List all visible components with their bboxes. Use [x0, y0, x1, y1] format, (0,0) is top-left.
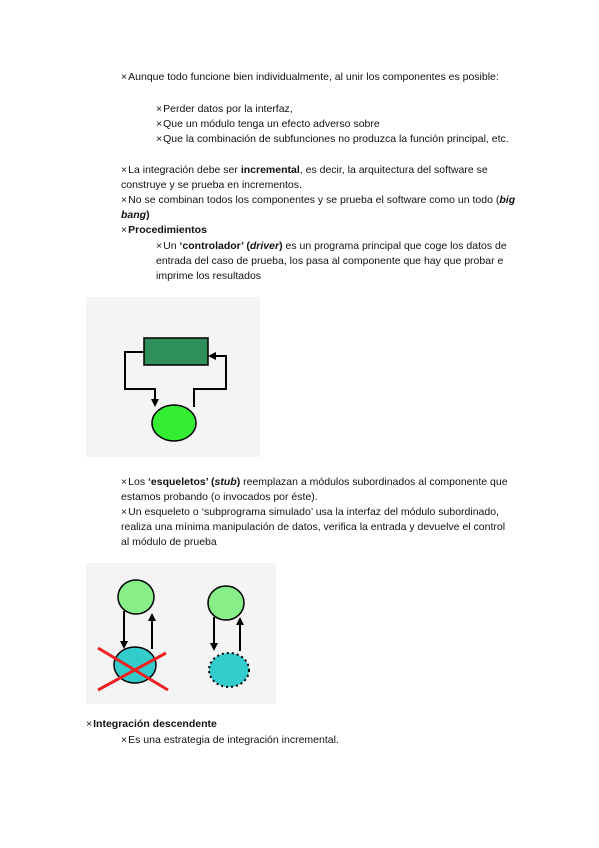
bullet-x: ×	[156, 133, 163, 145]
bullet-x: ×	[156, 240, 163, 252]
p5-text: Los	[128, 476, 148, 488]
p3-bolditalic: big bang	[121, 194, 516, 221]
p4-text-after: es un programa principal que coge los datos de entrada del caso de prueba, los pasa al componente que hay que probar e imprime los resultados	[156, 240, 507, 282]
p4-bold: ‘controlador’	[179, 240, 244, 252]
p2-text-after: , es decir, la arquitectura del software se construye y se prueba en incrementos.	[121, 164, 488, 191]
bullet-x: ×	[121, 734, 128, 746]
p5-paren: )	[236, 476, 241, 488]
bullet-x: ×	[121, 71, 128, 83]
bullet-x: ×	[86, 718, 93, 730]
p1-item-text: Perder datos por la interfaz,	[163, 103, 293, 115]
module-circle-left	[118, 580, 154, 614]
p1-text: Aunque todo funcione bien individualmente, al unir los componentes es posible:	[128, 71, 499, 83]
p4-item	[156, 239, 514, 284]
p1-item-2	[156, 117, 511, 132]
p6-text: Un esqueleto o ‘subprograma simulado’ usa la interfaz del módulo subordinado, realiza una mínima manipulación de datos, verifica la entrada y devuelve el control al módulo de prueba	[121, 506, 506, 548]
p2-bold: incremental	[240, 164, 300, 176]
bullet-x: ×	[156, 103, 163, 115]
p7-heading: Integración descendente	[93, 718, 217, 730]
bullet-x: ×	[156, 118, 163, 130]
p3-text: No se combinan todos los componentes y se prueba el software como un todo (	[128, 194, 500, 206]
paragraph-7	[86, 717, 506, 732]
module-circle-right	[208, 586, 244, 620]
p4-bolditalic: driver	[249, 240, 280, 252]
stub-diagram-svg	[86, 563, 276, 704]
p5-bold: ‘esqueletos’	[148, 476, 209, 488]
driver-diagram-svg	[86, 297, 260, 457]
driver-diagram	[86, 297, 260, 457]
paragraph-1	[121, 70, 511, 85]
bullet-x: ×	[121, 164, 128, 176]
p1-item-text: Que la combinación de subfunciones no produzca la función principal, etc.	[163, 133, 509, 145]
p4-text: Un	[163, 240, 180, 252]
paragraph-3	[121, 193, 516, 223]
p4-heading: Procedimientos	[128, 224, 207, 236]
component-circle	[152, 405, 196, 441]
p4-paren: )	[279, 240, 283, 252]
paragraph-2	[121, 163, 516, 193]
p7-item-text: Es una estrategia de integración incremental.	[128, 734, 339, 746]
p3-text-after: )	[146, 209, 150, 221]
p7-item	[121, 733, 511, 748]
paragraph-5	[121, 475, 513, 505]
p1-item-3	[156, 132, 511, 147]
p5-bolditalic: stub	[214, 476, 237, 488]
p4-paren: (	[243, 240, 250, 252]
paragraph-6	[121, 505, 513, 550]
p5-paren: (	[208, 476, 215, 488]
bullet-x: ×	[121, 224, 128, 236]
bullet-x: ×	[121, 506, 128, 518]
bullet-x: ×	[121, 476, 128, 488]
p1-item-text: Que un módulo tenga un efecto adverso sobre	[163, 118, 380, 130]
stub-diagram	[86, 563, 276, 704]
p2-text: La integración debe ser	[128, 164, 241, 176]
paragraph-4	[121, 223, 516, 238]
bullet-x: ×	[121, 194, 128, 206]
driver-rect	[144, 338, 208, 365]
p1-item-1	[156, 102, 511, 117]
stub-circle	[209, 653, 249, 687]
p5-text-after: reemplazan a módulos subordinados al componente que estamos probando (o invocados por éste).	[121, 476, 508, 503]
